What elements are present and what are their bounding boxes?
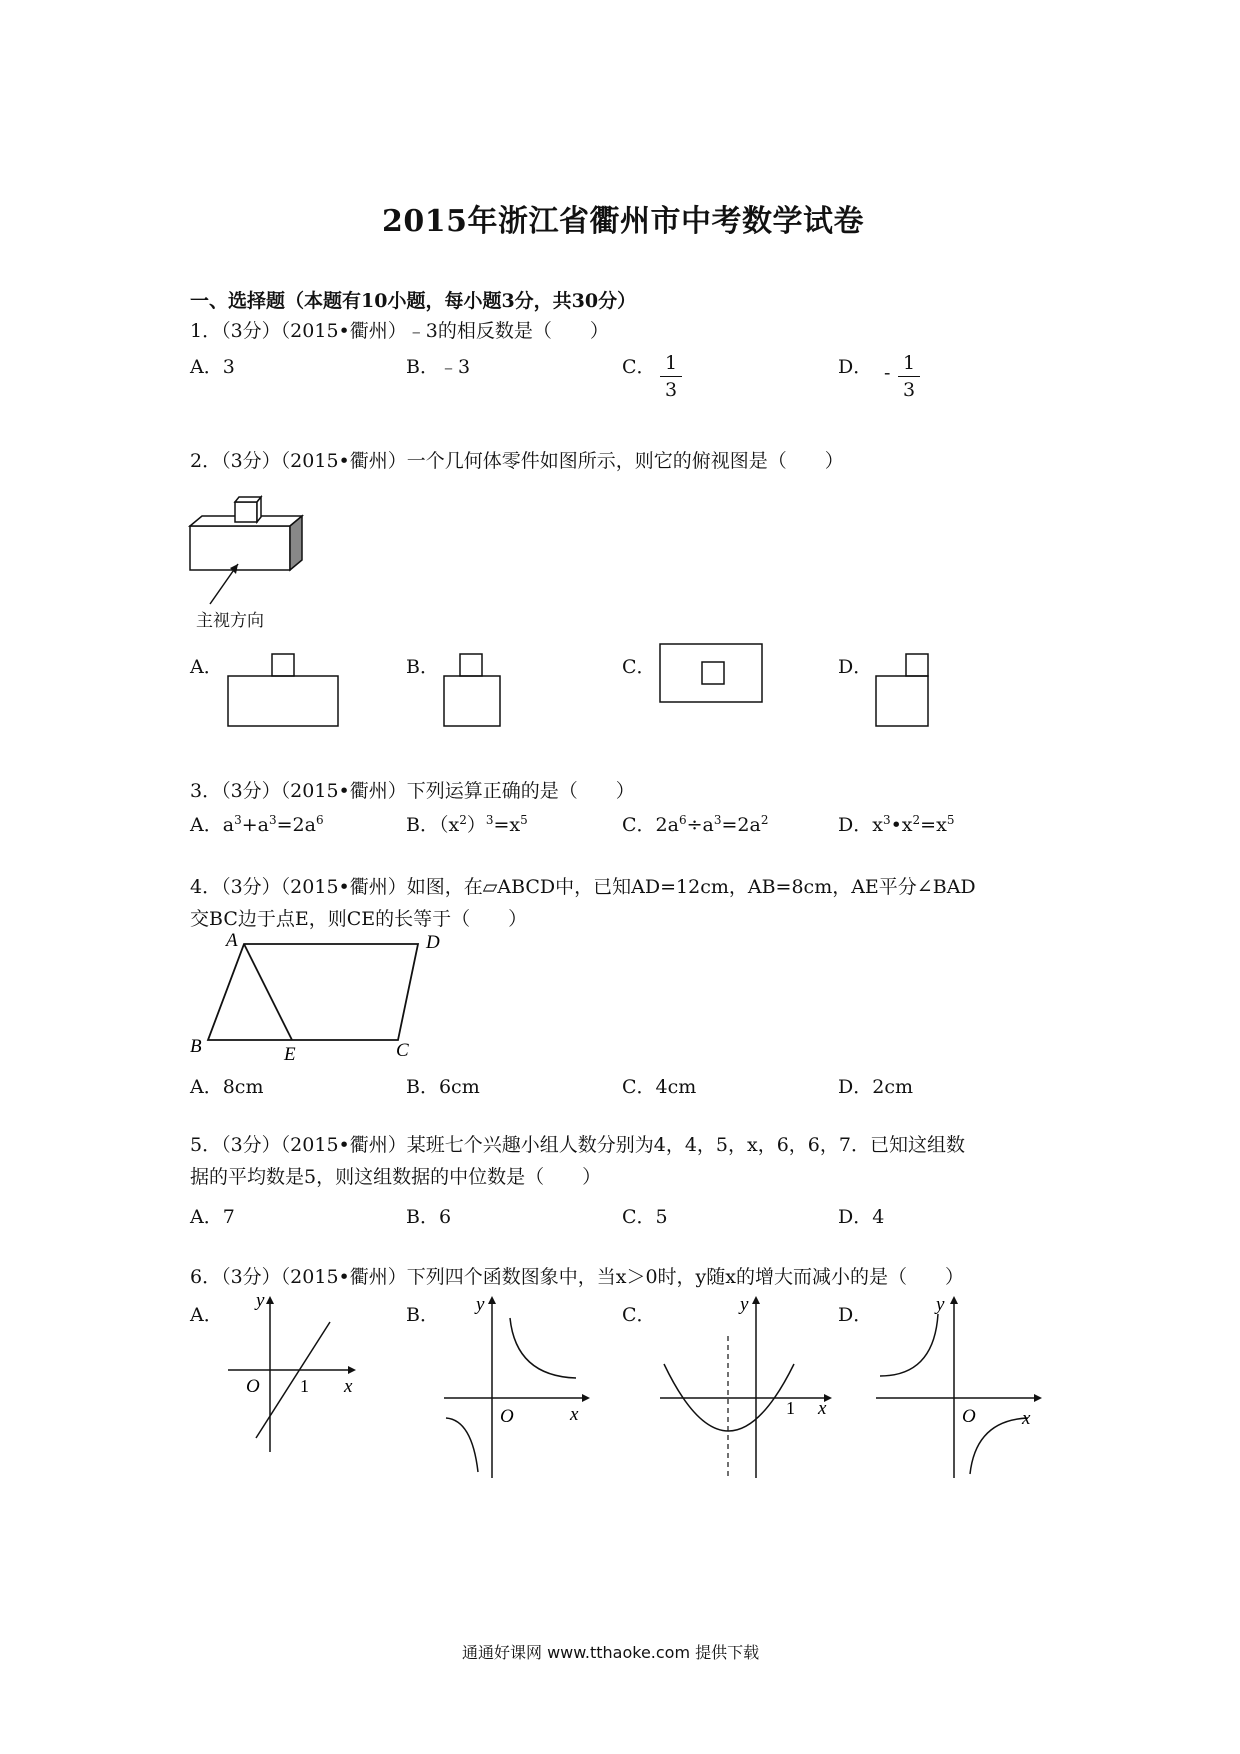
q2-option-d-figure [872, 650, 942, 730]
q6-option-c: C． [622, 1304, 656, 1326]
question-5-stem-line1: 5．（3分）（2015•衢州）某班七个兴趣小组人数分别为4，4，5，x，6，6，7．已知这组数 [190, 1134, 965, 1156]
question-5-stem-line2: 据的平均数是5，则这组数据的中位数是（ ） [190, 1166, 602, 1188]
fraction-denominator: 3 [664, 379, 678, 401]
box-front-face [190, 526, 290, 570]
fraction-numerator: 1 [664, 352, 678, 374]
q2-option-d: D． [838, 656, 873, 678]
q6-graph-a [220, 1292, 370, 1462]
q1-option-d-fraction [898, 352, 920, 401]
q5-option-b: B．6 [406, 1206, 452, 1228]
question-1-stem: 1．（3分）（2015•衢州）﹣3的相反数是（ ） [190, 320, 609, 342]
q5-option-d: D．4 [838, 1206, 885, 1228]
question-6-stem: 6．（3分）（2015•衢州）下列四个函数图象中，当x＞0时，y随x的增大而减小的是（ ） [190, 1266, 964, 1288]
q2-option-b-figure [440, 650, 520, 730]
q2-option-a-figure [224, 650, 344, 730]
page-title: 2015年浙江省衢州市中考数学试卷 [382, 204, 864, 239]
vertex-label-e: E [284, 1044, 296, 1064]
question-4-stem-line1: 4．（3分）（2015•衢州）如图，在▱ABCD中，已知AD=12cm，AB=8cm，AE平分∠BAD [190, 876, 976, 898]
hyperbola-branch-1 [880, 1314, 938, 1376]
q4-option-b: B．6cm [406, 1076, 480, 1098]
question-2-stem: 2．（3分）（2015•衢州）一个几何体零件如图所示，则它的俯视图是（ ） [190, 450, 844, 472]
q1-option-b: B．﹣3 [406, 356, 471, 378]
hyperbola-branch-2 [970, 1418, 1028, 1474]
tick-label-1: 1 [300, 1376, 309, 1396]
axis-label-y: y [476, 1294, 485, 1315]
q6-option-b: B． [406, 1304, 439, 1326]
q1-option-a: A．3 [190, 356, 235, 378]
fraction-numerator: 1 [902, 352, 916, 374]
tick-label-1: 1 [786, 1398, 795, 1418]
q3-option-a: A．$a^3+a^3=2a^6$ [190, 813, 324, 836]
origin-label: O [500, 1406, 514, 1427]
q1-option-c-fraction [660, 352, 682, 401]
box-side-face [290, 516, 302, 570]
q4-option-a: A．8cm [190, 1076, 264, 1098]
hyperbola-branch-2 [446, 1418, 478, 1472]
axis-label-x: x [570, 1404, 579, 1425]
segment-ae [244, 944, 292, 1040]
q6-option-a: A． [190, 1304, 223, 1326]
fraction-bar [660, 376, 682, 377]
q4-parallelogram-figure [186, 928, 456, 1064]
small-cube-side [257, 497, 261, 522]
q2-option-a: A． [190, 656, 223, 678]
q3-option-c: C．$2a^6\div a^3=2a^2$ [622, 813, 769, 836]
fraction-bar [898, 376, 920, 377]
vertex-label-d: D [426, 932, 440, 953]
axis-label-x: x [1022, 1408, 1031, 1429]
q2-option-b: B． [406, 656, 439, 678]
parallelogram-abcd [208, 944, 418, 1040]
q2-option-c-figure [656, 640, 766, 706]
q2-option-c: C． [622, 656, 656, 678]
question-4-stem-line2: 交BC边于点E，则CE的长等于（ ） [190, 908, 528, 930]
vertex-label-c: C [396, 1040, 409, 1061]
vertex-label-a: A [226, 930, 238, 951]
vertex-label-b: B [190, 1036, 202, 1057]
q4-option-d: D．2cm [838, 1076, 913, 1098]
small-cube-front [235, 502, 257, 522]
q6-graph-d [872, 1292, 1052, 1482]
origin-label: O [962, 1406, 976, 1427]
origin-label: O [246, 1376, 260, 1397]
q6-option-d: D． [838, 1304, 873, 1326]
q1-option-d-sign: - [884, 362, 891, 384]
line-graph [256, 1322, 330, 1438]
axis-label-x: x [818, 1398, 827, 1419]
q6-graph-b [440, 1292, 600, 1482]
fraction-denominator: 3 [902, 379, 916, 401]
q1-option-d: D． [838, 356, 873, 378]
hyperbola-branch-1 [510, 1318, 576, 1378]
axis-label-y: y [740, 1294, 749, 1315]
q2-figure-label: 主视方向 [196, 611, 264, 631]
axis-label-y: y [256, 1292, 265, 1311]
q5-option-a: A．7 [190, 1206, 235, 1228]
q3-option-d: D．$x^3•x^2=x^5$ [838, 813, 955, 836]
question-3-stem: 3．（3分）（2015•衢州）下列运算正确的是（ ） [190, 780, 635, 802]
section-heading: 一、选择题（本题有10小题，每小题3分，共30分） [190, 290, 637, 312]
q5-option-c: C．5 [622, 1206, 668, 1228]
page-footer: 通通好课网 www.tthaoke.com 提供下载 [462, 1643, 760, 1662]
q3-option-b: B．$(x^2)^3=x^5$ [406, 813, 528, 836]
axis-label-y: y [936, 1294, 945, 1315]
axis-label-x: x [344, 1376, 353, 1397]
q1-option-c: C． [622, 356, 656, 378]
q6-graph-c [656, 1292, 836, 1482]
q4-option-c: C．4cm [622, 1076, 697, 1098]
